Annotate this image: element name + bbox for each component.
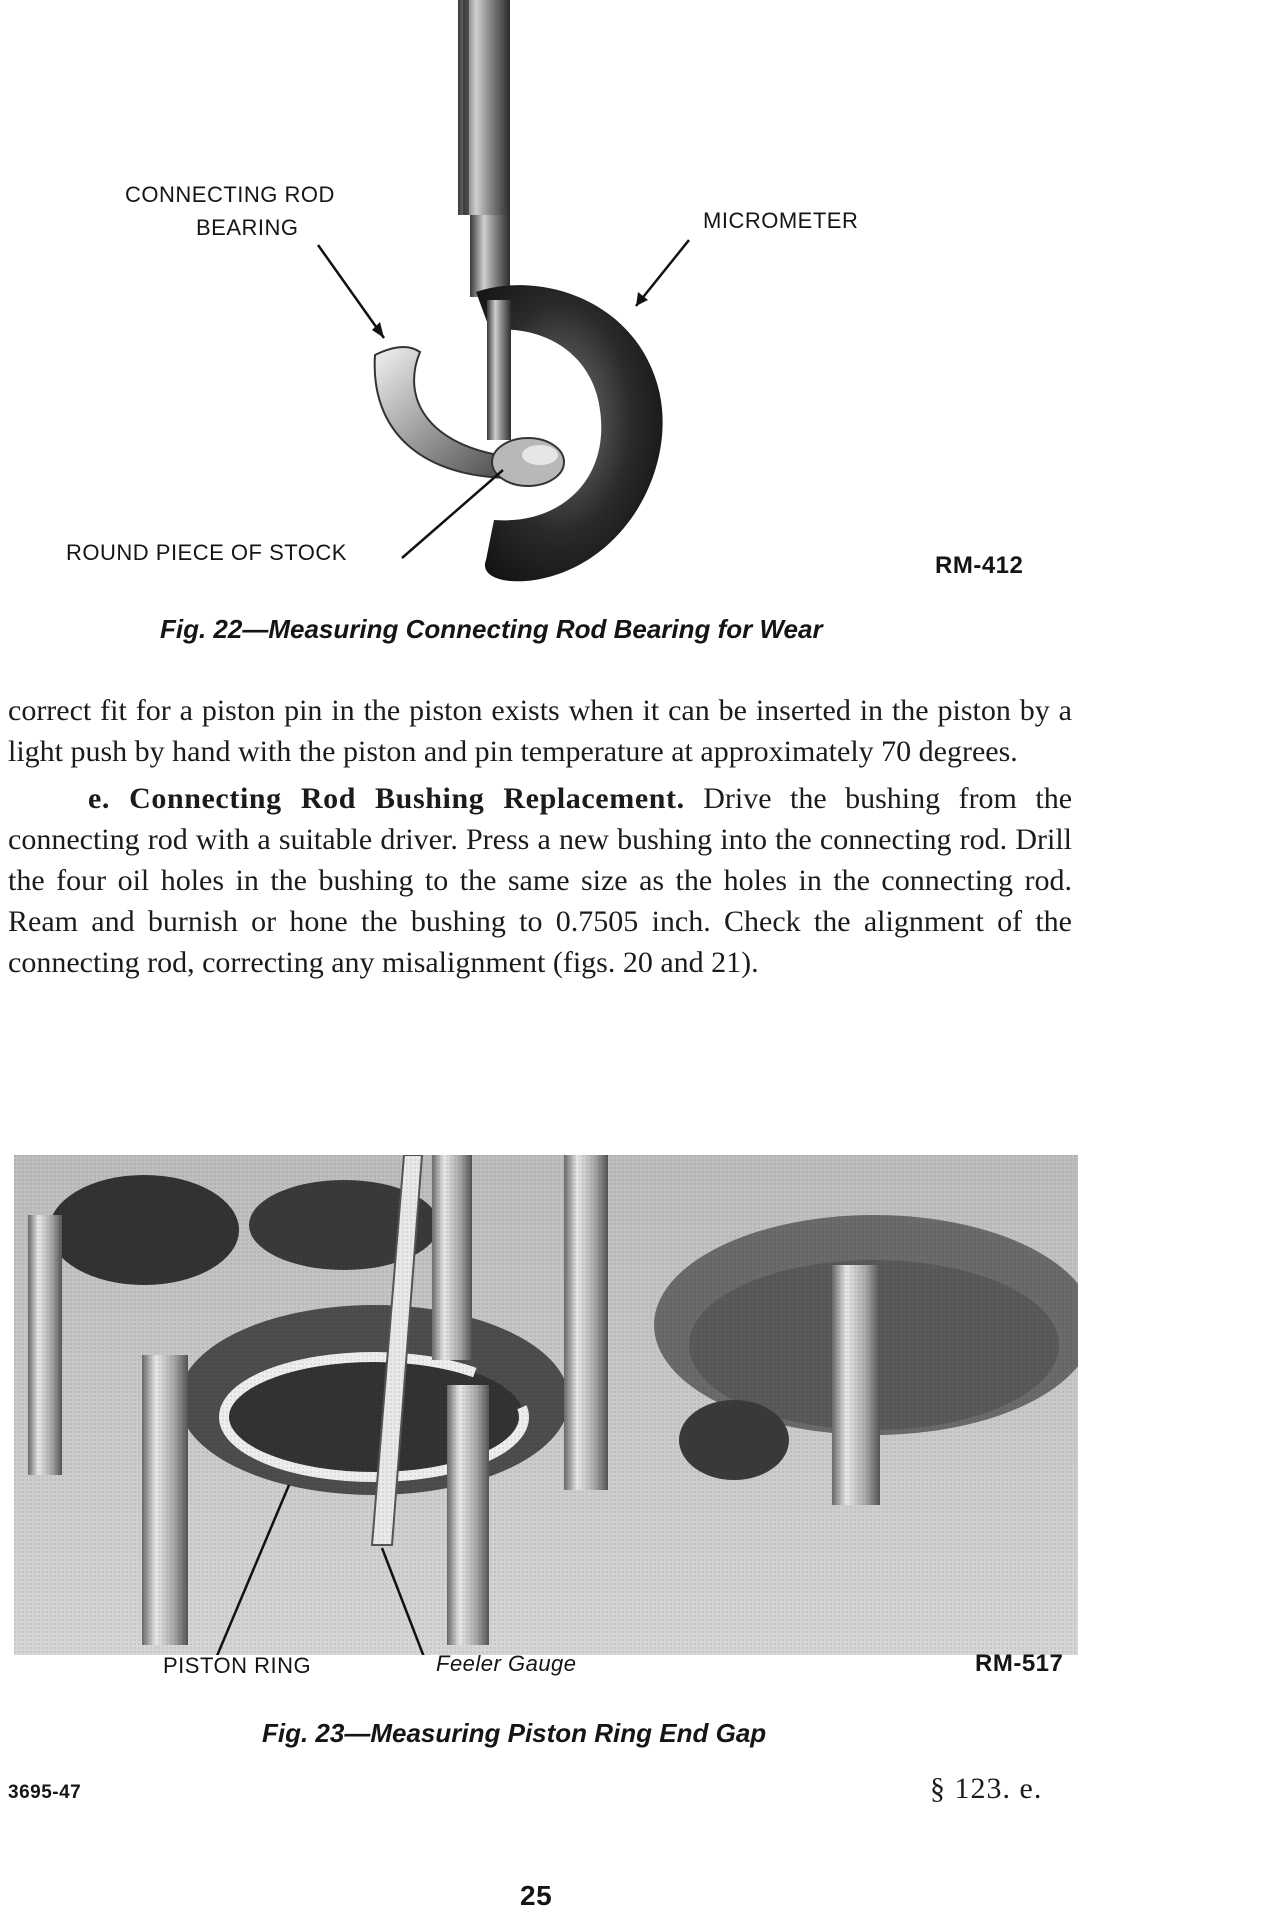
figure-23-illustration — [14, 1155, 1078, 1655]
figure-22-caption: Fig. 22—Measuring Connecting Rod Bearing for Wear — [160, 614, 823, 644]
callout-bearing-line1: CONNECTING ROD — [125, 182, 335, 207]
body-text — [8, 690, 1072, 983]
micrometer-photo — [0, 0, 1272, 600]
figure-22-illustration — [0, 0, 1272, 600]
paragraph-1: correct fit for a piston pin in the piston exists when it can be inserted in the piston by a light push by hand with the piston and pin temperature at approximately 70 degrees. — [8, 694, 1072, 768]
figure-23-code: RM-517 — [975, 1650, 1064, 1677]
callout-bearing-line2: BEARING — [196, 215, 299, 240]
callout-micrometer: MICROMETER — [703, 208, 859, 233]
engine-block-photo — [14, 1155, 1078, 1655]
figure-22-code: RM-412 — [935, 552, 1024, 579]
callout-feeler-gauge: Feeler Gauge — [436, 1651, 577, 1676]
figure-23-caption: Fig. 23—Measuring Piston Ring End Gap — [262, 1718, 767, 1748]
section-reference: § 123. e. — [930, 1772, 1043, 1805]
paragraph-2 — [8, 778, 1072, 983]
page-number: 25 — [520, 1880, 553, 1911]
print-code: 3695-47 — [8, 1782, 82, 1803]
paragraph-2-heading: e. Connecting Rod Bushing Replacement. — [88, 782, 685, 815]
callout-piston-ring: PISTON RING — [163, 1653, 312, 1678]
callout-round-stock: ROUND PIECE OF STOCK — [66, 540, 347, 565]
paragraph-2-text: Drive the bushing from the connecting rod with a suitable driver. Press a new bushing into the connecting rod. Drill the four oil holes in the bushing to the same size as the holes in the connecting rod. Ream and burnish or hone the bushing to 0.7505 inch. Check the alignment of the connecting rod, correcting any misalignment (figs. 20 and 21). — [8, 782, 1073, 979]
